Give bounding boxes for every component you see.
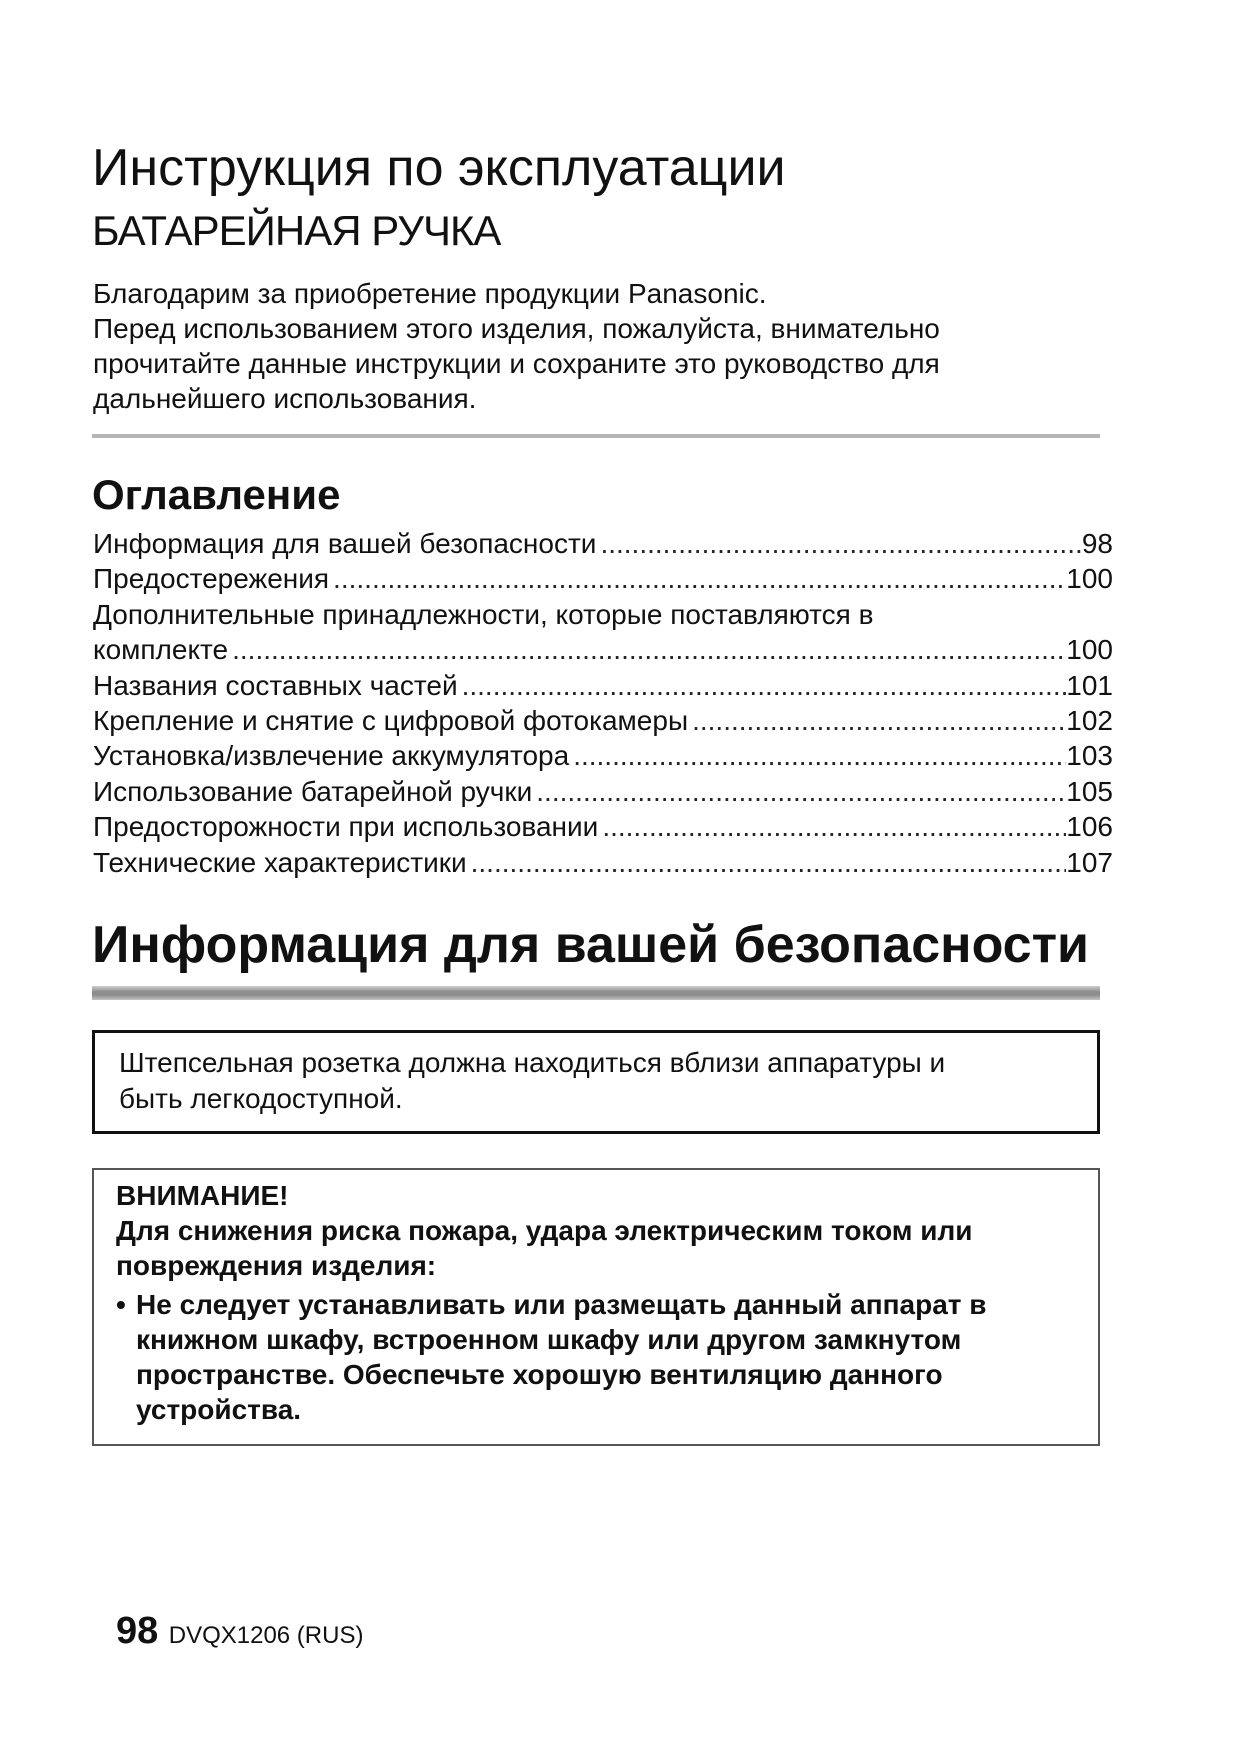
- toc-item-label: Названия составных частей: [93, 669, 458, 701]
- plug-notice-line: быть легкодоступной.: [119, 1083, 403, 1114]
- warning-list-item: [116, 1287, 1076, 1427]
- intro-line: Перед использованием этого изделия, пожалуйста, внимательно: [93, 313, 940, 344]
- product-name: БАТАРЕЙНАЯ РУЧКА: [92, 207, 501, 254]
- toc-item[interactable]: [93, 703, 1113, 738]
- toc-leader-dots: [471, 845, 1067, 880]
- toc-item-label: Предостережения: [93, 563, 330, 595]
- toc-item-label: Крепление и снятие с цифровой фотокамеры: [93, 705, 689, 737]
- toc-leader-dots: [536, 774, 1066, 809]
- bullet-icon: •: [116, 1289, 126, 1320]
- toc-item[interactable]: [93, 774, 1113, 809]
- intro-paragraph: [93, 276, 1113, 416]
- page-footer: [116, 1610, 363, 1653]
- toc-item-page: 101: [1066, 669, 1113, 701]
- warning-item-line: устройства.: [136, 1394, 302, 1425]
- toc-leader-dots: [232, 632, 1066, 667]
- warning-box: [92, 1168, 1100, 1446]
- plug-notice-line: Штепсельная розетка должна находиться вблизи аппаратуры и: [119, 1047, 946, 1078]
- table-of-contents: [93, 526, 1113, 880]
- toc-item-page: 100: [1066, 563, 1113, 595]
- toc-heading: Оглавление: [92, 471, 341, 518]
- warning-lead-line: Для снижения риска пожара, удара электрическим током или: [116, 1215, 973, 1246]
- toc-item-page: 107: [1066, 846, 1113, 878]
- toc-item-label: Использование батарейной ручки: [93, 775, 533, 807]
- toc-item[interactable]: [93, 597, 1113, 632]
- toc-item-page: 100: [1066, 634, 1113, 666]
- intro-line: дальнейшего использования.: [93, 383, 477, 414]
- document-code: DVQX1206 (RUS): [168, 1622, 364, 1649]
- warning-item-line: книжном шкафу, встроенном шкафу или другом замкнутом: [136, 1324, 962, 1355]
- section-divider-thick: [92, 986, 1100, 1000]
- warning-lead-line: повреждения изделия:: [116, 1250, 437, 1281]
- safety-heading: Информация для вашей безопасности: [92, 916, 1090, 974]
- warning-item-line: Не следует устанавливать или размещать данный аппарат в: [136, 1289, 987, 1320]
- toc-item-page: 98: [1081, 528, 1113, 559]
- toc-leader-dots: [692, 703, 1066, 738]
- toc-item-label: комплекте: [93, 634, 229, 666]
- toc-item-label: Информация для вашей безопасности: [93, 528, 597, 559]
- toc-item-page: 106: [1066, 811, 1113, 843]
- toc-leader-dots: [573, 738, 1066, 773]
- toc-item[interactable]: [93, 845, 1113, 880]
- warning-item-line: пространстве. Обеспечьте хорошую вентиляцию данного: [136, 1359, 943, 1390]
- toc-item[interactable]: [93, 668, 1113, 703]
- page-number: 98: [116, 1610, 159, 1652]
- warning-list: [116, 1287, 1076, 1427]
- toc-item[interactable]: [93, 632, 1113, 667]
- toc-leader-dots: [462, 668, 1067, 703]
- section-divider: [92, 434, 1100, 438]
- toc-item-page: 102: [1066, 705, 1113, 737]
- toc-item-page: 103: [1066, 740, 1113, 772]
- toc-leader-dots: [600, 526, 1081, 561]
- toc-item-label: Технические характеристики: [93, 846, 467, 878]
- toc-item-label: Дополнительные принадлежности, которые поставляются в: [93, 598, 874, 630]
- document-title: Инструкция по эксплуатации: [92, 139, 786, 197]
- plug-notice-box: [92, 1030, 1100, 1134]
- toc-item-label: Установка/извлечение аккумулятора: [93, 740, 570, 772]
- warning-title: ВНИМАНИЕ!: [116, 1180, 289, 1211]
- toc-item[interactable]: [93, 738, 1113, 773]
- toc-item[interactable]: [93, 809, 1113, 844]
- intro-line: Благодарим за приобретение продукции Panasonic.: [93, 278, 767, 309]
- toc-leader-dots: [333, 561, 1066, 596]
- toc-item-page: 105: [1066, 775, 1113, 807]
- toc-item[interactable]: [93, 561, 1113, 596]
- intro-line: прочитайте данные инструкции и сохраните это руководство для: [93, 348, 940, 379]
- toc-item-label: Предосторожности при использовании: [93, 811, 599, 843]
- toc-item[interactable]: [93, 526, 1113, 561]
- toc-leader-dots: [602, 809, 1066, 844]
